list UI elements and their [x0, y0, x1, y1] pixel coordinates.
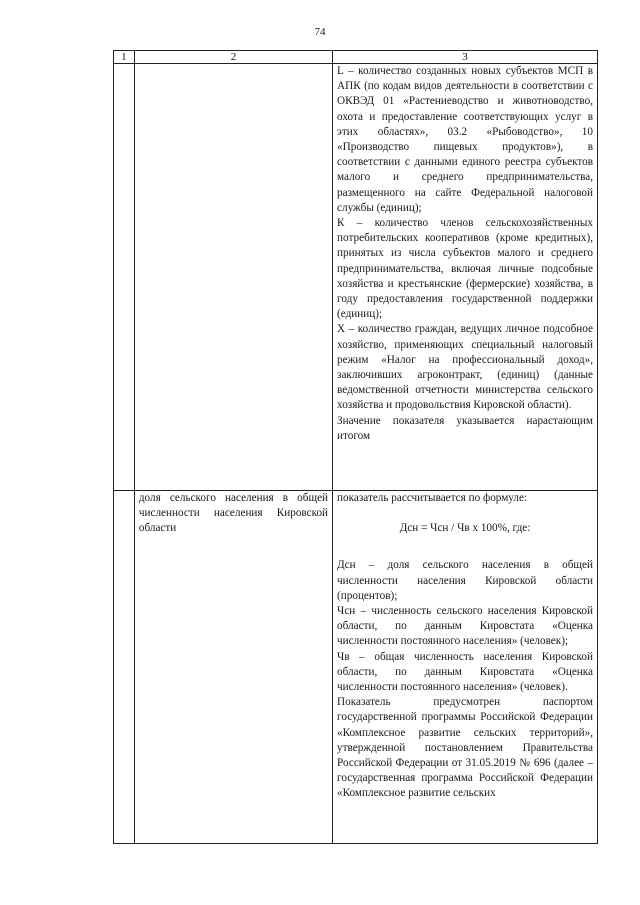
row2-col1: [114, 491, 135, 844]
definition-k: К – количество членов сельскохозяйственных потребительских кооперативов (кроме кредитных), принятых из числа субъектов малого и среднего предпринимательства, включая личные подсобные хозяйства и крестьянские (фермерские) хозяйства, в году предоставления государственной поддержки (единиц);: [337, 217, 593, 321]
indicator-table: [113, 50, 598, 844]
header-col-3: 3: [333, 51, 598, 64]
row1-description: [333, 64, 598, 491]
row1-col1: [114, 64, 135, 491]
definition-chv: Чв – общая численность населения Кировской области, по данным Кировстата «Оценка численности постоянного населения» (человек).: [337, 650, 593, 694]
formula: Дсн = Чсн / Чв х 100%, где:: [399, 522, 531, 535]
table-row: [114, 64, 598, 491]
table-header-row: [114, 51, 598, 64]
page-number: 74: [314, 26, 326, 38]
cumulative-note: Значение показателя указывается нарастающим итогом: [337, 414, 593, 442]
definition-x: Х – количество граждан, ведущих личное подсобное хозяйство, применяющих специальный налоговый режим «Налог на профессиональный доход», заключивших агроконтракт, (единиц) (данные ведомственной отчетности министерства сельского хозяйства и продовольствия Кировской области).: [337, 323, 593, 412]
header-col-1: 1: [114, 51, 135, 64]
table-row: [114, 491, 598, 844]
definition-dsn: Дсн – доля сельского населения в общей численности населения Кировской области (процентов);: [337, 559, 593, 602]
header-col-2: 2: [134, 51, 332, 64]
row1-col2: [134, 64, 332, 491]
row2-description: [333, 491, 598, 844]
formula-intro: показатель рассчитывается по формуле:: [337, 492, 528, 504]
definition-chsn: Чсн – численность сельского населения Кировской области, по данным Кировстата «Оценка численности постоянного населения» (человек);: [337, 605, 593, 648]
definition-l: L – количество созданных новых субъектов МСП в АПК (по кодам видов деятельности в соответствии с ОКВЭД 01 «Растениеводство и животноводство, охота и предоставление соответствующих услуг в этих областях», 03.2 «Рыбоводство», 10 «Производство пищевых продуктов»), в соответствии с данными единого реестра субъектов малого и среднего предпринимательства, размещенного на сайте Федеральной налоговой службы (единиц);: [337, 65, 593, 214]
indicator-name: доля сельского населения в общей численности населения Кировской области: [134, 491, 332, 844]
program-reference: Показатель предусмотрен паспортом государственной программы Российской Федерации «Комплексное развитие сельских территорий», утвержденной постановлением Правительства Российской Федерации от 31.05.2019 № 696 (далее – государственная программа Российской Федерации «Комплексное развитие сельских: [337, 696, 593, 800]
